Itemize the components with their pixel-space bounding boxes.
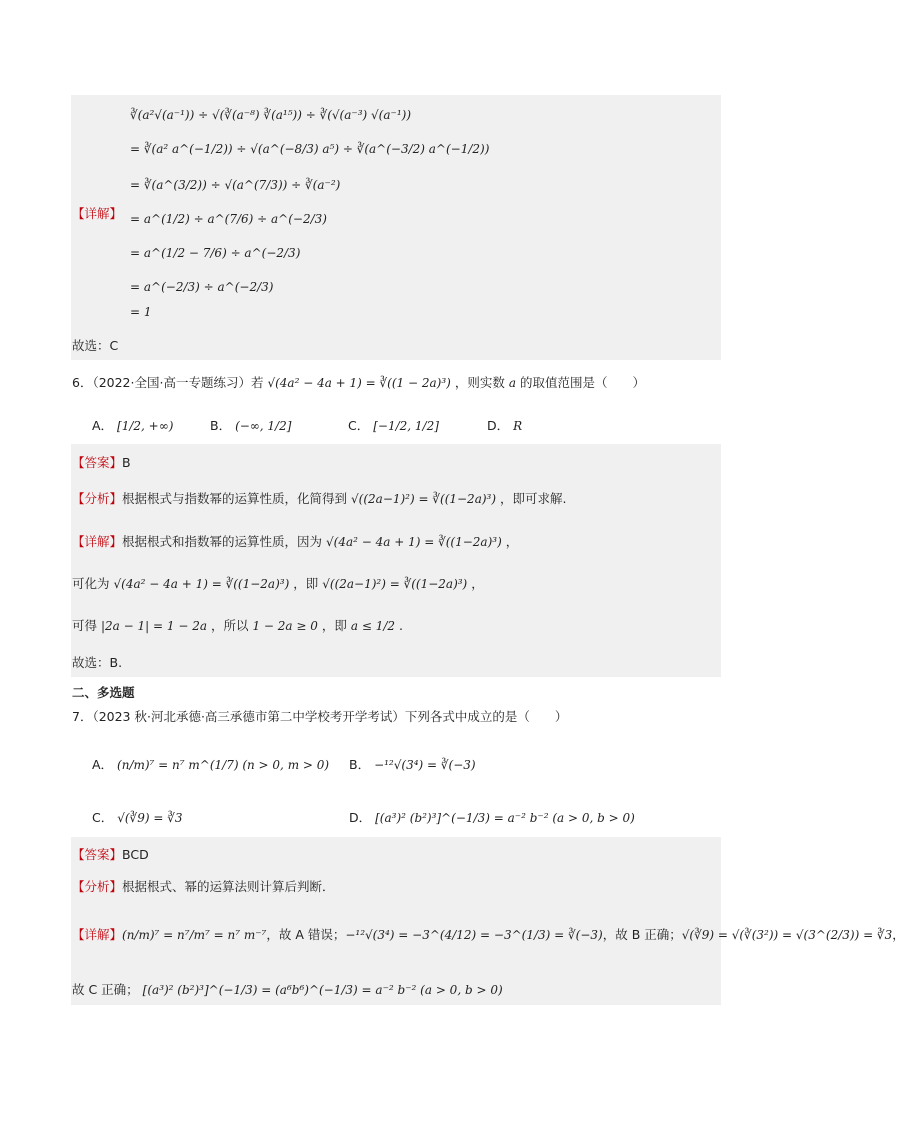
q6-option-c[interactable] xyxy=(348,416,439,434)
option-text: √(∛9) = ∛3 xyxy=(117,811,183,825)
q6-analysis xyxy=(72,489,567,507)
analysis-text: 根据根式与指数幂的运算性质，化简得到 xyxy=(122,491,348,506)
option-label: A． xyxy=(92,418,114,433)
answer-label: 【答案】 xyxy=(72,455,123,470)
derivation-step-5: = a^(1/2 − 7/6) ÷ a^(−2/3) xyxy=(130,246,301,260)
detail-label: 【详解】 xyxy=(72,927,123,942)
solution-block-1 xyxy=(71,95,721,360)
q7-option-b[interactable] xyxy=(349,755,476,773)
line-text: 可得 xyxy=(72,618,98,633)
q6-detail-line-3 xyxy=(72,616,403,634)
q7-option-a[interactable] xyxy=(92,755,329,773)
derivation-step-7: = 1 xyxy=(130,305,152,319)
option-text: R xyxy=(513,419,523,433)
line-text: ，即 xyxy=(321,618,347,633)
detail-text: ，故 B 正确； xyxy=(602,927,682,942)
line-equation: √((2a−1)²) = ∛((1−2a)³) xyxy=(322,577,468,591)
q6-option-b[interactable] xyxy=(210,416,291,434)
stem-variable: a xyxy=(508,376,516,390)
q6-option-d[interactable] xyxy=(487,416,522,434)
analysis-label: 【分析】 xyxy=(72,879,123,894)
line-equation: [(a³)² (b²)³]^(−1/3) = (a⁶b⁶)^(−1/3) = a⁻² b⁻² (a > 0, b > 0) xyxy=(142,983,503,997)
line-text: ， xyxy=(471,576,484,591)
option-label: B． xyxy=(349,757,371,772)
detail-equation: (n/m)⁷ = n⁷/m⁷ = n⁷ m⁻⁷ xyxy=(122,928,267,942)
analysis-text: 根据根式、幂的运算法则计算后判断． xyxy=(122,879,335,894)
stem-equation: √(4a² − 4a + 1) = ∛((1 − 2a)³) xyxy=(267,376,451,390)
detail-equation: √(4a² − 4a + 1) = ∛((1−2a)³) xyxy=(326,535,502,549)
q6-detail-line-1 xyxy=(72,532,518,550)
option-label: A． xyxy=(92,757,114,772)
answer-value: BCD xyxy=(122,847,149,862)
q6-detail-line-2 xyxy=(72,574,484,592)
option-text: (n/m)⁷ = n⁷ m^(1/7) (n > 0, m > 0) xyxy=(117,758,330,772)
q7-option-d[interactable] xyxy=(349,808,635,826)
line-text: 可化为 xyxy=(72,576,110,591)
option-text: −¹²√(3⁴) = ∛(−3) xyxy=(374,758,476,772)
detail-equation: √(∛9) = √(∛(3²)) = √(3^(2/3)) = ∛3 xyxy=(681,928,893,942)
line-text: ，所以 xyxy=(210,618,249,633)
section-title: 二、多选题 xyxy=(72,685,135,700)
line-text: ，即 xyxy=(293,576,319,591)
derivation-step-2: = ∛(a² a^(−1/2)) ÷ √(a^(−8/3) a⁵) ÷ ∛(a^(−3/2) a^(−1/2)) xyxy=(130,142,490,156)
option-text: (−∞, 1/2] xyxy=(235,419,292,433)
stem-suffix: ，则实数 xyxy=(454,375,505,390)
line-equation: a ≤ 1/2 xyxy=(350,619,396,633)
q6-answer xyxy=(72,453,131,471)
line-equation: |2a − 1| = 1 − 2a xyxy=(101,619,207,633)
q7-detail-line-1 xyxy=(72,925,905,943)
stem-prefix: 6．（2022·全国·高一专题练习）若 xyxy=(72,375,264,390)
detail-text: ，故 A 错误； xyxy=(266,927,346,942)
analysis-label: 【分析】 xyxy=(72,491,123,506)
option-text: [−1/2, 1/2] xyxy=(373,419,439,433)
line-text: . xyxy=(399,618,404,633)
derivation-step-6: = a^(−2/3) ÷ a^(−2/3) xyxy=(130,280,274,294)
option-label: D． xyxy=(487,418,510,433)
analysis-end: ，即可求解. xyxy=(500,491,567,506)
line-text: 故 C 正确； xyxy=(72,982,139,997)
option-label: B． xyxy=(210,418,232,433)
detail-text: 根据根式和指数幂的运算性质，因为 xyxy=(122,534,323,549)
option-label: C． xyxy=(92,810,114,825)
question-7-stem: 7．（2023 秋·河北承德·高三承德市第二中学校考开学考试）下列各式中成立的是（ ） xyxy=(72,709,568,724)
choice-line: 故选：C xyxy=(72,338,119,353)
answer-label: 【答案】 xyxy=(72,847,123,862)
derivation-step-3: = ∛(a^(3/2)) ÷ √(a^(7/3)) ÷ ∛(a⁻²) xyxy=(130,178,341,192)
q7-analysis xyxy=(72,877,335,895)
q6-option-a[interactable] xyxy=(92,416,173,434)
q7-detail-line-2 xyxy=(72,980,503,998)
question-6-stem xyxy=(72,373,645,391)
derivation-step-4: = a^(1/2) ÷ a^(7/6) ÷ a^(−2/3) xyxy=(130,212,327,226)
detail-end: ， xyxy=(505,534,519,549)
q6-choice: 故选：B. xyxy=(72,655,123,670)
option-text: [(a³)² (b²)³]^(−1/3) = a⁻² b⁻² (a > 0, b > 0) xyxy=(375,811,635,825)
option-text: [1/2, +∞) xyxy=(117,419,174,433)
line-equation: √(4a² − 4a + 1) = ∛((1−2a)³) xyxy=(113,577,290,591)
q7-option-c[interactable] xyxy=(92,808,182,826)
detail-label: 【详解】 xyxy=(72,534,123,549)
derivation-step-1: ∛(a²√(a⁻¹)) ÷ √(∛(a⁻⁸) ∛(a¹⁵)) ÷ ∛(√(a⁻³) √(a⁻¹)) xyxy=(130,108,412,122)
analysis-equation: √((2a−1)²) = ∛((1−2a)³) xyxy=(351,492,497,506)
q7-answer xyxy=(72,845,149,863)
option-label: C． xyxy=(348,418,370,433)
answer-value: B xyxy=(122,455,131,470)
stem-end: 的取值范围是（ ） xyxy=(519,375,645,390)
detail-label: 【详解】 xyxy=(72,206,123,221)
detail-text: ， xyxy=(892,927,905,942)
detail-equation: −¹²√(3⁴) = −3^(4/12) = −3^(1/3) = ∛(−3) xyxy=(345,928,603,942)
line-equation: 1 − 2a ≥ 0 xyxy=(252,619,318,633)
solution-block-2 xyxy=(71,444,721,677)
option-label: D． xyxy=(349,810,372,825)
